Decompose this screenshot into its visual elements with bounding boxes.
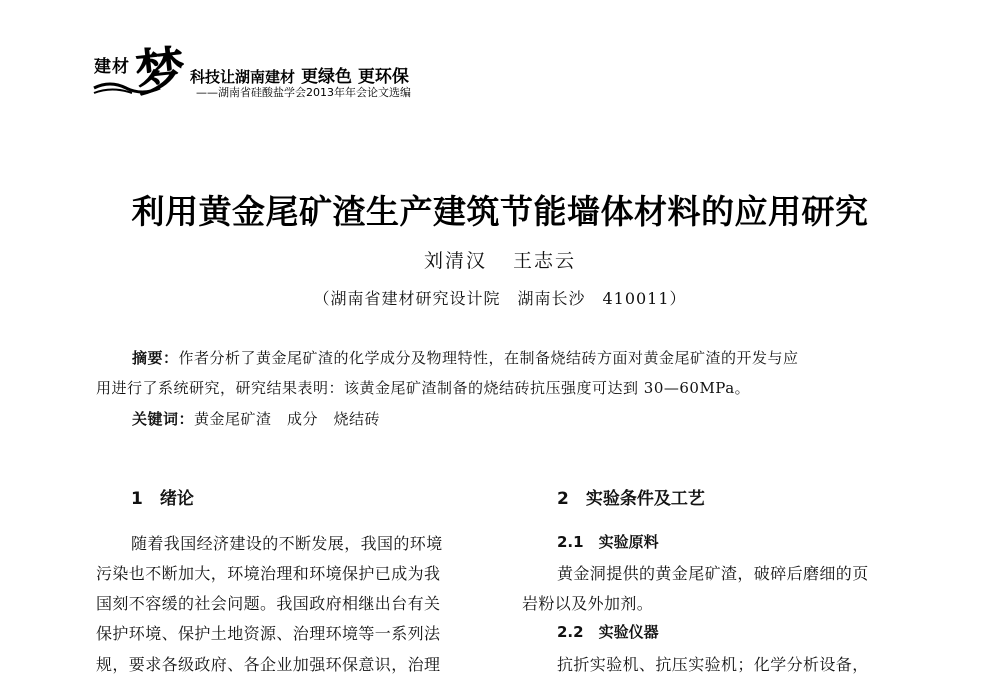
left-body-line: 国刻不容缓的社会问题。我国政府相继出台有关 — [96, 594, 441, 613]
header-slogan-emphasis: 更绿色 更环保 — [301, 67, 409, 87]
section-heading-intro: 1 绪论 — [131, 489, 194, 509]
left-body-line: 保护环境、保护土地资源、治理环境等一系列法 — [96, 624, 441, 643]
paper-authors: 刘清汉 王志云 — [423, 250, 577, 272]
keywords-label: 关键词： — [132, 410, 195, 428]
subsection-heading-materials: 2.1 实验原料 — [557, 533, 659, 551]
paper-affiliation: （湖南省建材研究设计院 湖南长沙 410011） — [313, 289, 687, 308]
header-ornament-icon — [92, 76, 162, 96]
header-brand-text: 建材 — [94, 57, 130, 77]
left-body-line: 规，要求各级政府、各企业加强环保意识，治理 — [96, 655, 441, 674]
paper-title: 利用黄金尾矿渣生产建筑节能墙体材料的应用研究 — [131, 192, 869, 231]
abstract-line-2: 用进行了系统研究，研究结果表明：该黄金尾矿渣制备的烧结砖抗压强度可达到 30—60MPa。 — [96, 379, 751, 397]
abstract-text-1: 作者分析了黄金尾矿渣的化学成分及物理特性，在制备烧结砖方面对黄金尾矿渣的开发与应 — [178, 349, 799, 367]
abstract-line-1 — [132, 347, 799, 368]
keywords-line — [132, 408, 380, 429]
header-brand-glyph: 梦 — [132, 39, 189, 104]
abstract-label: 摘要： — [132, 349, 179, 367]
right-body-line: 岩粉以及外加剂。 — [522, 594, 654, 613]
header-subtitle: ——湖南省硅酸盐学会2013年年会论文选编 — [196, 86, 411, 99]
section-heading-experiment: 2 实验条件及工艺 — [557, 489, 705, 509]
left-body-line: 随着我国经济建设的不断发展，我国的环境 — [131, 534, 443, 553]
subsection-heading-instruments: 2.2 实验仪器 — [557, 623, 659, 641]
header-slogan-text: 科技让湖南建材 — [190, 68, 296, 86]
right-body-line: 黄金洞提供的黄金尾矿渣，破碎后磨细的页 — [557, 564, 869, 583]
keywords-text: 黄金尾矿渣 成分 烧结砖 — [194, 410, 381, 428]
left-body-line: 污染也不断加大，环境治理和环境保护已成为我 — [96, 564, 441, 583]
right-body-line: 抗折实验机、抗压实验机；化学分析设备， — [557, 655, 869, 674]
